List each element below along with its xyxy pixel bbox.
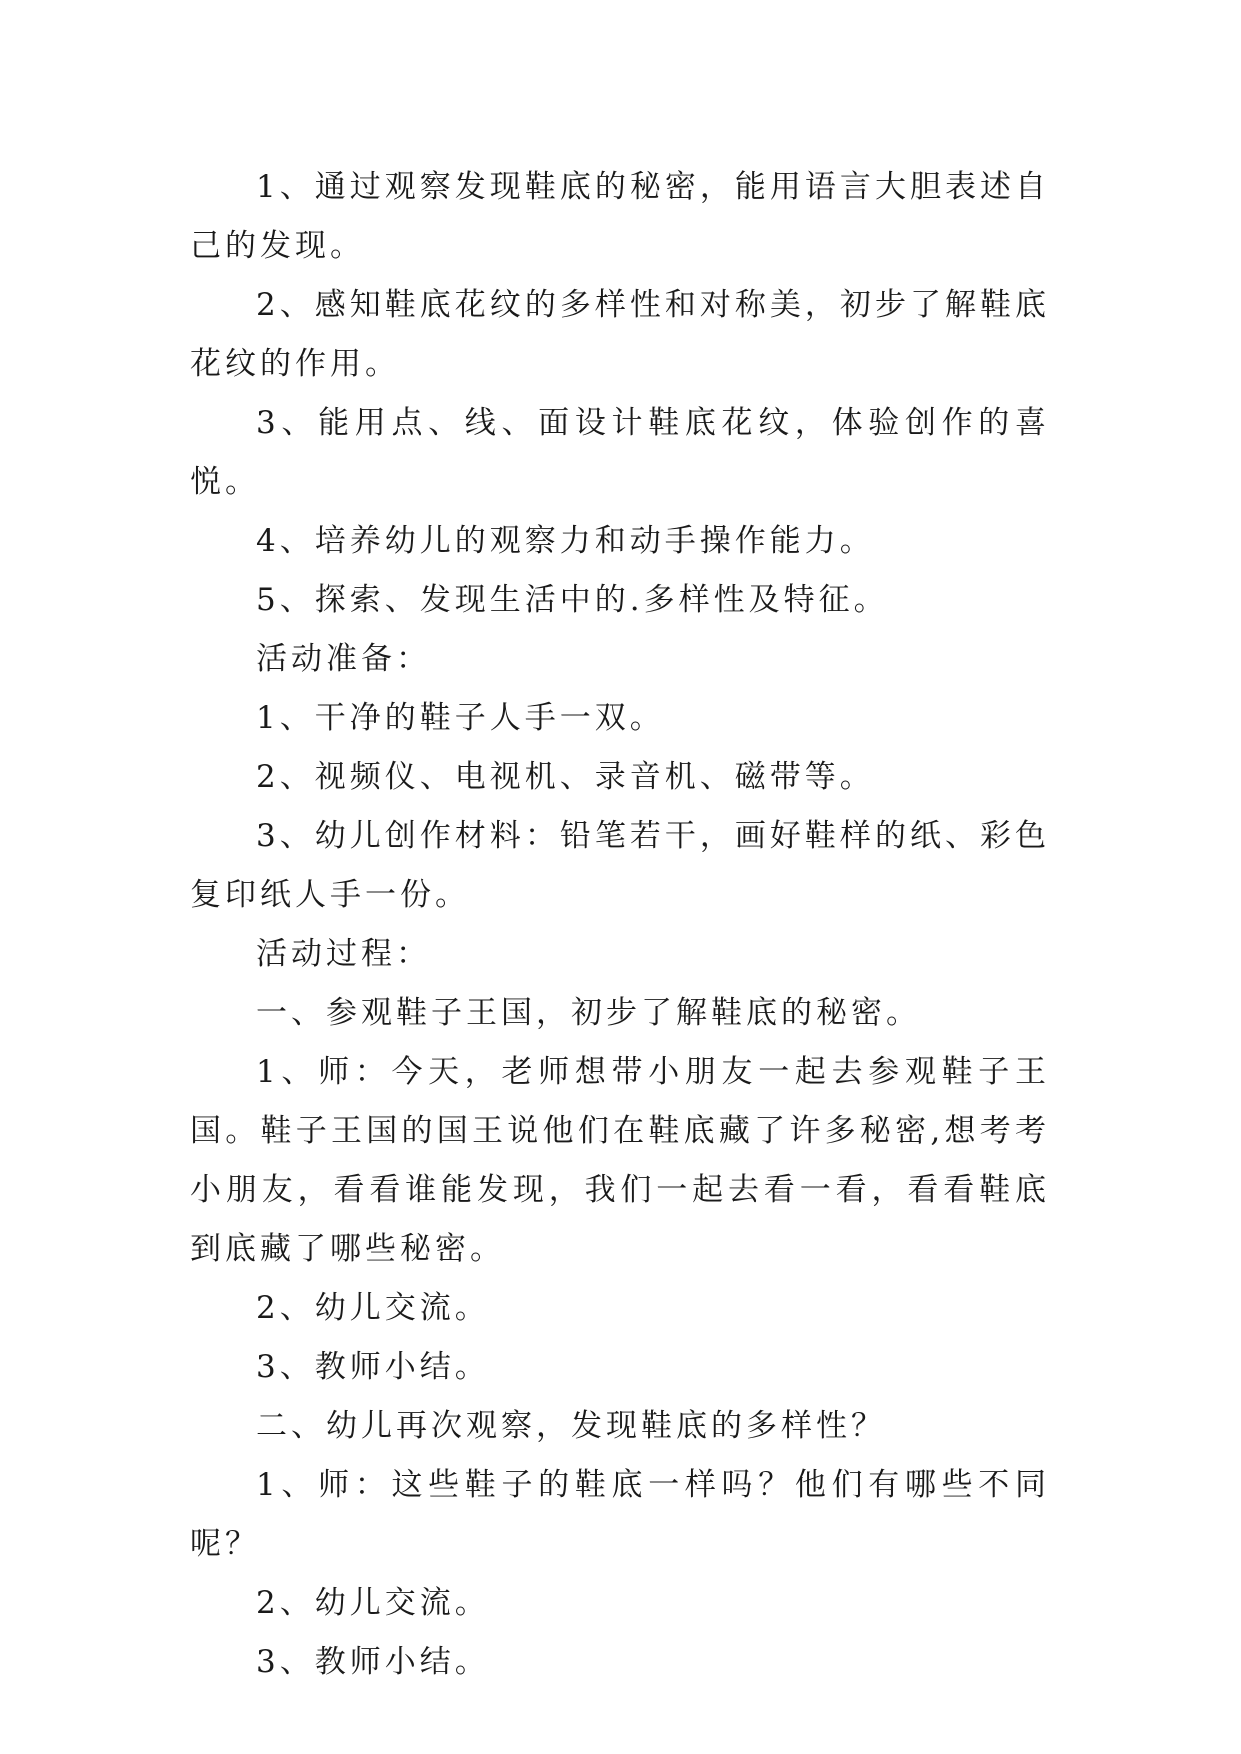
section-heading: 活动准备： — [256, 641, 431, 677]
paragraph: 2、幼儿交流。 — [256, 1290, 490, 1326]
paragraph: 1、通过观察发现鞋底的秘密，能用语言大胆表述自己的发现。 — [190, 169, 1050, 264]
paragraph: 3、能用点、线、面设计鞋底花纹，体验创作的喜悦。 — [190, 405, 1050, 500]
paragraph: 1、师：今天，老师想带小朋友一起去参观鞋子王国。鞋子王国的国王说他们在鞋底藏了许多秘密,想考考小朋友，看看谁能发现，我们一起去看一看，看看鞋底到底藏了哪些秘密。 — [190, 1054, 1050, 1267]
paragraph: 1、干净的鞋子人手一双。 — [256, 700, 665, 736]
paragraph: 2、幼儿交流。 — [256, 1585, 490, 1621]
paragraph: 二、幼儿再次观察，发现鞋底的多样性？ — [256, 1408, 886, 1444]
paragraph: 2、感知鞋底花纹的多样性和对称美，初步了解鞋底花纹的作用。 — [190, 287, 1050, 382]
paragraph: 4、培养幼儿的观察力和动手操作能力。 — [256, 523, 875, 559]
paragraph: 5、探索、发现生活中的.多样性及特征。 — [256, 582, 889, 618]
paragraph: 3、教师小结。 — [256, 1644, 490, 1680]
paragraph: 一、参观鞋子王国，初步了解鞋底的秘密。 — [256, 995, 921, 1031]
paragraph: 1、师：这些鞋子的鞋底一样吗？他们有哪些不同呢？ — [190, 1467, 1050, 1562]
section-heading: 活动过程： — [256, 936, 431, 972]
document-body — [190, 158, 1050, 1692]
paragraph: 2、视频仪、电视机、录音机、磁带等。 — [256, 759, 875, 795]
paragraph: 3、幼儿创作材料：铅笔若干，画好鞋样的纸、彩色复印纸人手一份。 — [190, 818, 1050, 913]
paragraph: 3、教师小结。 — [256, 1349, 490, 1385]
